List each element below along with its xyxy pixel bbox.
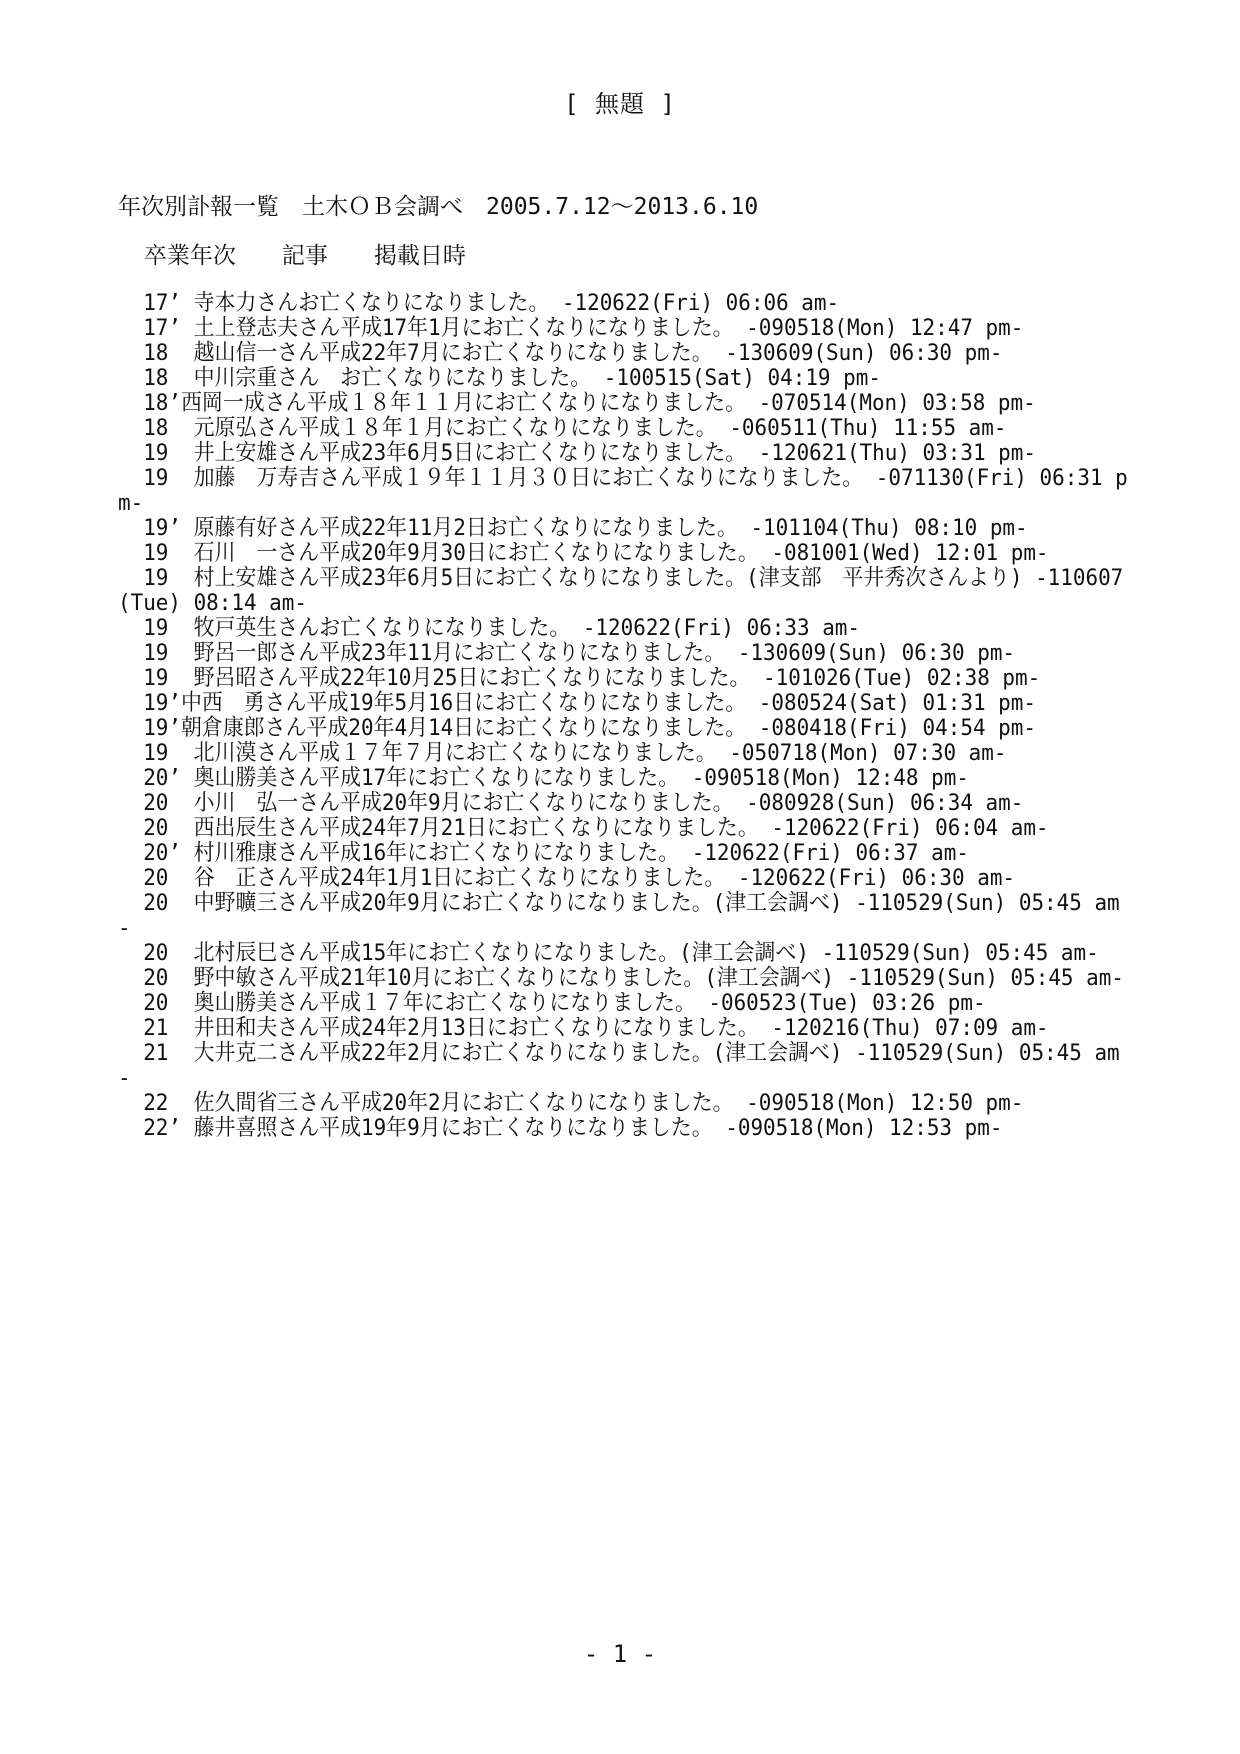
list-item: 17’ 土上登志夫さん平成17年1月にお亡くなりになりました。 -090518(Mon) 12:47 pm-: [118, 315, 1024, 341]
list-item: 20’ 奥山勝美さん平成17年にお亡くなりになりました。 -090518(Mon) 12:48 pm-: [118, 765, 969, 791]
list-item: 19 野呂昭さん平成22年10月25日にお亡くなりになりました。 -101026(Tue) 02:38 pm-: [118, 665, 1041, 691]
list-item: 21 大井克二さん平成22年2月にお亡くなりになりました。(津工会調べ) -110529(Sun) 05:45 am-: [118, 1040, 1120, 1091]
list-item: 19’朝倉康郎さん平成20年4月14日にお亡くなりになりました。 -080418(Fri) 04:54 pm-: [118, 715, 1036, 741]
list-item: 18 越山信一さん平成22年7月にお亡くなりになりました。 -130609(Sun) 06:30 pm-: [118, 340, 1003, 366]
list-item: 22’ 藤井喜照さん平成19年9月にお亡くなりになりました。 -090518(Mon) 12:53 pm-: [118, 1115, 1003, 1141]
list-item: 21 井田和夫さん平成24年2月13日にお亡くなりになりました。 -120216(Thu) 07:09 am-: [118, 1015, 1049, 1041]
list-item: 19’ 原藤有好さん平成22年11月2日お亡くなりになりました。 -101104(Thu) 08:10 pm-: [118, 515, 1028, 541]
list-item: 20 西出辰生さん平成24年7月21日にお亡くなりになりました。 -120622(Fri) 06:04 am-: [118, 815, 1049, 841]
list-item: 20 奥山勝美さん平成１７年にお亡くなりになりました。 -060523(Tue) 03:26 pm-: [118, 990, 986, 1016]
list-item: 19 北川漠さん平成１７年７月にお亡くなりになりました。 -050718(Mon) 07:30 am-: [118, 740, 1007, 766]
list-item: 20 中野曠三さん平成20年9月にお亡くなりになりました。(津工会調べ) -110529(Sun) 05:45 am-: [118, 890, 1120, 941]
list-item: 19 牧戸英生さんお亡くなりになりました。 -120622(Fri) 06:33 am-: [118, 615, 860, 641]
list-item: 20’ 村川雅康さん平成16年にお亡くなりになりました。 -120622(Fri) 06:37 am-: [118, 840, 969, 866]
list-item: 18 元原弘さん平成１８年１月にお亡くなりになりました。 -060511(Thu) 11:55 am-: [118, 415, 1007, 441]
list-item: 19 石川 一さん平成20年9月30日にお亡くなりになりました。 -081001(Wed) 12:01 pm-: [118, 540, 1049, 566]
list-item: 20 小川 弘一さん平成20年9月にお亡くなりになりました。 -080928(Sun) 06:34 am-: [118, 790, 1024, 816]
list-item: 20 北村辰巳さん平成15年にお亡くなりになりました。(津工会調べ) -110529(Sun) 05:45 am-: [118, 940, 1099, 966]
list-item: 19 村上安雄さん平成23年6月5日にお亡くなりになりました。(津支部 平井秀次さんより) -110607(Tue) 08:14 am-: [118, 565, 1124, 616]
page-number: - 1 -: [583, 1640, 657, 1668]
list-item: 20 谷 正さん平成24年1月1日にお亡くなりになりました。 -120622(Fri) 06:30 am-: [118, 865, 1016, 891]
document-title: [ 無題 ]: [564, 90, 676, 118]
list-item: 18 中川宗重さん お亡くなりになりました。 -100515(Sat) 04:19 pm-: [118, 365, 881, 391]
list-item: 18’西岡一成さん平成１８年１１月にお亡くなりになりました。 -070514(Mon) 03:58 pm-: [118, 390, 1036, 416]
list-item: 19’中西 勇さん平成19年5月16日にお亡くなりになりました。 -080524(Sat) 01:31 pm-: [118, 690, 1036, 716]
list-item: 22 佐久間省三さん平成20年2月にお亡くなりになりました。 -090518(Mon) 12:50 pm-: [118, 1090, 1024, 1116]
list-item: 19 加藤 万寿吉さん平成１９年１１月３０日にお亡くなりになりました。 -071130(Fri) 06:31 pm-: [118, 465, 1128, 516]
list-item: 20 野中敏さん平成21年10月にお亡くなりになりました。(津工会調べ) -110529(Sun) 05:45 am-: [118, 965, 1124, 991]
list-item: 17’ 寺本力さんお亡くなりになりました。 -120622(Fri) 06:06 am-: [118, 290, 840, 316]
column-headers: 卒業年次 記事 掲載日時: [130, 243, 466, 269]
list-item: 19 井上安雄さん平成23年6月5日にお亡くなりになりました。 -120621(Thu) 03:31 pm-: [118, 440, 1036, 466]
list-item: 19 野呂一郎さん平成23年11月にお亡くなりになりました。 -130609(Sun) 06:30 pm-: [118, 640, 1016, 666]
list-heading: 年次別訃報一覧 土木ＯＢ会調べ 2005.7.12～2013.6.10: [118, 194, 759, 220]
obituary-list: [118, 291, 1128, 1141]
